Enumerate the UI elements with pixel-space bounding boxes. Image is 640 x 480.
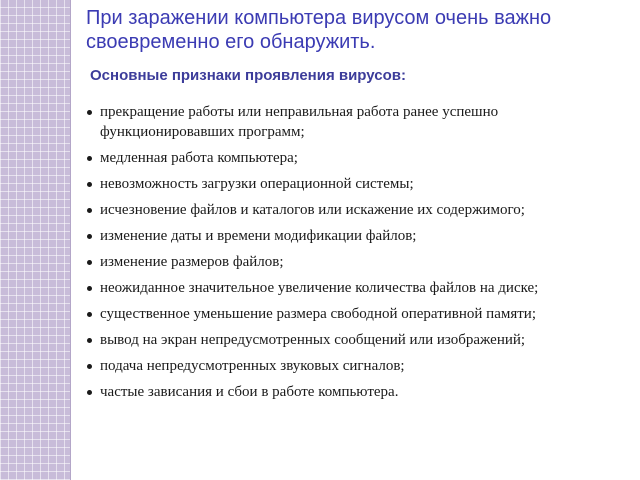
list-item-text: неожиданное значительное увеличение количества файлов на диске; — [100, 280, 539, 296]
list-item-text: изменение даты и времени модификации файлов; — [100, 228, 417, 244]
slide-title: При заражении компьютера вирусом очень важно своевременно его обнаружить. — [86, 7, 552, 53]
list-item-text: невозможность загрузки операционной системы; — [100, 176, 414, 192]
list-item-text: вывод на экран непредусмотренных сообщений или изображений; — [100, 332, 526, 348]
bullet-icon — [87, 390, 92, 395]
bullet-icon — [87, 312, 92, 317]
list-item — [86, 304, 634, 324]
list-item — [86, 356, 634, 376]
list-item — [86, 200, 634, 220]
list-item-text: прекращение работы или неправильная работа ранее успешно функционировавших программ; — [100, 104, 499, 140]
bullet-icon — [87, 286, 92, 291]
bullet-icon — [87, 364, 92, 369]
virus-signs-list — [86, 102, 634, 408]
slide-subtitle: Основные признаки проявления вирусов: — [90, 67, 406, 84]
list-item-text: существенное уменьшение размера свободной оперативной памяти; — [100, 306, 536, 322]
list-item — [86, 102, 634, 142]
list-item — [86, 382, 634, 402]
bullet-icon — [87, 182, 92, 187]
bullet-icon — [87, 110, 92, 115]
bullet-icon — [87, 260, 92, 265]
list-item-text: подача непредусмотренных звуковых сигналов; — [100, 358, 405, 374]
list-item-text: изменение размеров файлов; — [100, 254, 284, 270]
list-item — [86, 330, 634, 350]
list-item — [86, 148, 634, 168]
bullet-icon — [87, 338, 92, 343]
list-item — [86, 252, 634, 272]
list-item — [86, 174, 634, 194]
list-item-text: исчезновение файлов и каталогов или искажение их содержимого; — [100, 202, 525, 218]
list-item — [86, 226, 634, 246]
list-item-text: частые зависания и сбои в работе компьютера. — [100, 384, 399, 400]
bullet-icon — [87, 156, 92, 161]
bullet-icon — [87, 234, 92, 239]
list-item — [86, 278, 634, 298]
list-item-text: медленная работа компьютера; — [100, 150, 298, 166]
bullet-icon — [87, 208, 92, 213]
decorative-side-strip — [0, 0, 71, 480]
